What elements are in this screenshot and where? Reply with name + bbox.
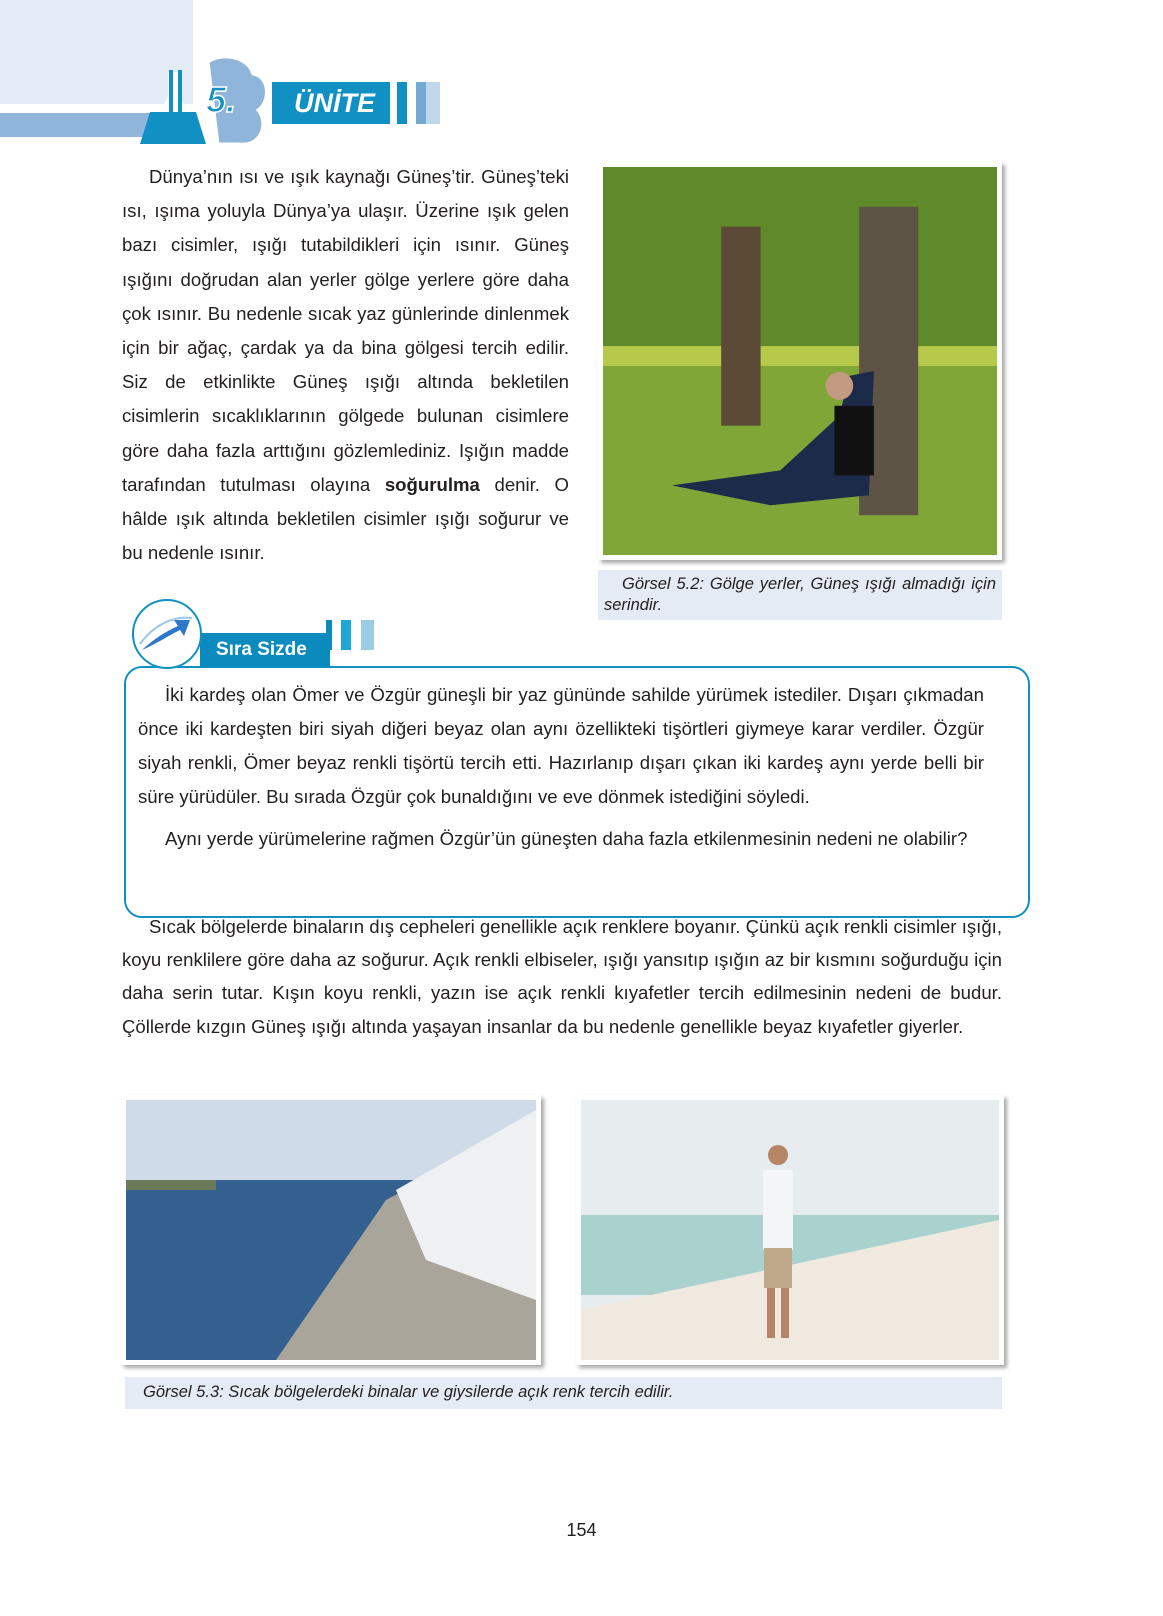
- term-bold: soğurulma: [384, 473, 480, 495]
- figure-5-3-caption: Görsel 5.3: Sıcak bölgelerdeki binalar ve giysilerde açık renk tercih edilir.: [125, 1377, 1002, 1409]
- figure-5-2-caption: Görsel 5.2: Gölge yerler, Güneş ışığı almadığı için serindir.: [598, 570, 1002, 620]
- sira-sizde-paragraph: İki kardeş olan Ömer ve Özgür güneşli bir yaz gününde sahilde yürümek istediler. Dışarı çıkmadan önce iki kardeşten biri siyah diğeri beyaz olan aynı özellikteki tişörtleri giymeye karar verdiler. Özgür siyah renkli, Ömer beyaz renkli tişörtü tercih etti. Hazırlanıp dışarı çıkan iki kardeş aynı yerde belli bir süre yürüdüler. Bu sırada Özgür çok bunaldığını ve eve dönmek istediğini söyledi.: [138, 684, 984, 807]
- figure-5-3-beach-image: [576, 1095, 1004, 1365]
- sira-sizde-question: Aynı yerde yürümelerine rağmen Özgür’ün güneşten daha fazla etkilenmesinin nedeni ne olabilir?: [165, 828, 968, 849]
- paragraph-light-colors: Sıcak bölgelerde binaların dış cepheleri genellikle açık renklere boyanır. Çünkü açık renkli cisimler ışığı, koyu renklilere göre daha az soğurur. Açık renkli elbiseler, ışığı yansıtıp ışığın az bir kısmını soğurduğu için daha serin tutar. Kışın koyu renkli, yazın ise açık renkli kıyafetler tercih edilmesinin nedeni de budur. Çöllerde kızgın Güneş ışığı altında yaşayan insanlar da bu nedenle genellikle beyaz kıyafetler giyerler.: [122, 916, 1002, 1037]
- sira-sizde-title: Sıra Sizde: [200, 633, 330, 667]
- stripe-decoration: [426, 82, 440, 124]
- page-number: 154: [566, 1520, 597, 1540]
- figure-5-2-image: [598, 162, 1002, 560]
- stripe-decoration: [416, 82, 426, 124]
- stripe-decoration: [341, 620, 351, 650]
- stripe-decoration: [326, 620, 332, 650]
- header-band: [0, 113, 160, 137]
- flask-icon: [138, 52, 278, 152]
- sira-sizde-box: [124, 666, 1030, 918]
- intro-paragraph: Dünya’nın ısı ve ışık kaynağı Güneş’tir. Güneş’teki ısı, ışıma yoluyla Dünya’ya ulaşır. Üzerine ışık gelen bazı cisimler, ışığı tutabildikleri için ısınır. Güneş ışığını doğrudan alan yerler gölge yerlere göre daha çok ısınır. Bu nedenle sıcak yaz günlerinde dinlenmek için bir ağaç, çardak ya da bina gölgesi tercih edilir. Siz de etkinlikte Güneş ışığı altında bekletilen cisimlerin sıcaklıklarının gölgede bulunan cisimlere göre daha fazla arttığını gözlemlediniz. Işığın madde tarafından tutulması olayına soğurulma denir. O hâlde ışık altında bekletilen cisimler ışığı soğurur ve bu nedenle ısınır.: [122, 166, 569, 564]
- stripe-decoration: [397, 82, 407, 124]
- figure-5-3-town-image: [121, 1095, 541, 1365]
- unit-number: 5.: [206, 79, 237, 120]
- stripe-decoration: [361, 620, 374, 650]
- unit-title: ÜNİTE: [272, 82, 390, 124]
- arrow-icon: [130, 598, 204, 670]
